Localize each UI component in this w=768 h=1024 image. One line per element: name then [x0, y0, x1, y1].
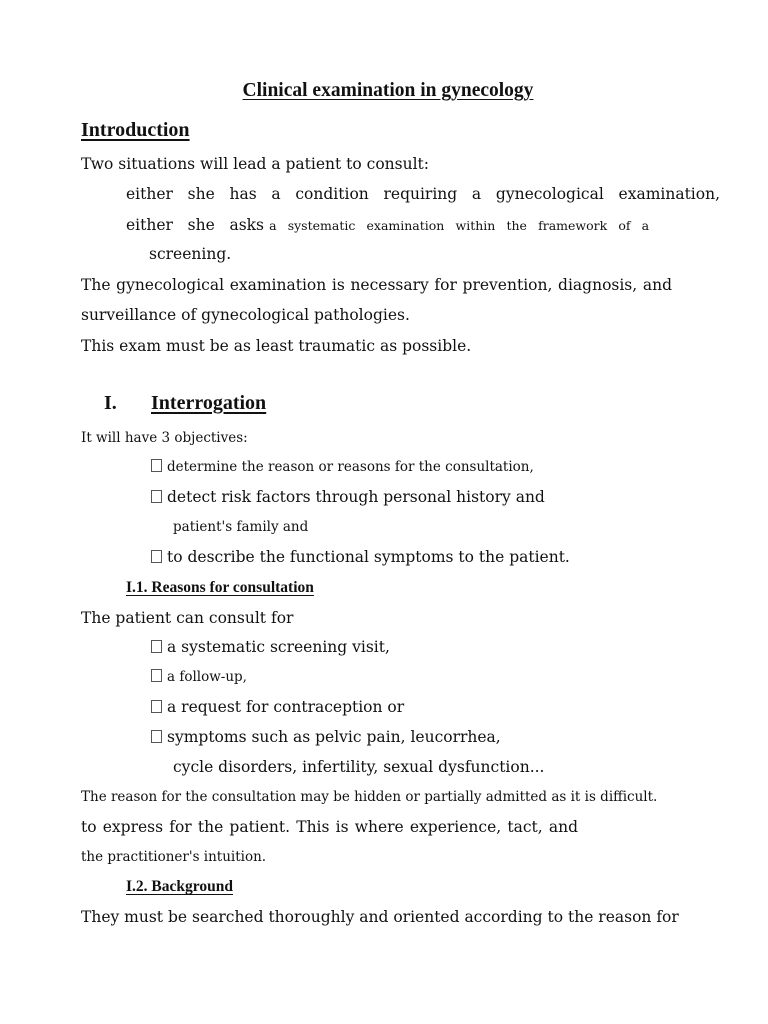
reason-item: a systematic screening visit,: [151, 638, 390, 656]
intro-paragraph-2: This exam must be as least traumatic as possible.: [81, 337, 472, 355]
intro-lead: Two situations will lead a patient to consult:: [81, 155, 430, 173]
subsection-2-heading: I.2. Background: [126, 878, 233, 895]
document-title: Clinical examination in gynecology: [242, 80, 534, 101]
objective-item: to describe the functional symptoms to the patient.: [151, 548, 570, 566]
background-paragraph: They must be searched thoroughly and oriented according to the reason for: [81, 908, 679, 926]
section-1-number: I.: [104, 392, 117, 414]
intro-paragraph-1-line-1: The gynecological examination is necessary for prevention, diagnosis, and: [81, 276, 672, 294]
bullet-icon: [151, 640, 162, 653]
reason-item: a follow-up,: [151, 669, 247, 685]
intro-item-1: either she has a condition requiring a gynecological examination,: [126, 185, 720, 203]
intro-item-2-end: screening.: [149, 245, 232, 263]
introduction-heading: Introduction: [81, 119, 190, 141]
bullet-icon: [151, 700, 162, 713]
intro-paragraph-1-line-2: surveillance of gynecological pathologies.: [81, 306, 410, 324]
objective-item: detect risk factors through personal history and: [151, 488, 545, 506]
bullet-icon: [151, 459, 162, 472]
reasons-paragraph-line-1: The reason for the consultation may be hidden or partially admitted as it is difficult.: [81, 789, 658, 805]
objective-item: determine the reason or reasons for the consultation,: [151, 459, 534, 475]
reason-item-continuation: cycle disorders, infertility, sexual dysfunction...: [173, 758, 545, 776]
bullet-icon: [151, 490, 162, 503]
section-1-heading: Interrogation: [151, 392, 267, 414]
reason-item: symptoms such as pelvic pain, leucorrhea,: [151, 728, 501, 746]
objective-item-continuation: patient's family and: [173, 519, 309, 535]
intro-item-2: [126, 215, 648, 234]
intro-item-2-small: a systematic examination within the framework of a: [269, 218, 650, 233]
reasons-lead: The patient can consult for: [81, 609, 294, 627]
intro-item-2-start: either she asks: [126, 216, 264, 234]
bullet-icon: [151, 550, 162, 563]
objectives-lead: It will have 3 objectives:: [81, 430, 248, 446]
bullet-icon: [151, 730, 162, 743]
reason-item: a request for contraception or: [151, 698, 404, 716]
subsection-1-heading: I.1. Reasons for consultation: [126, 579, 314, 596]
reasons-paragraph-line-2: to express for the patient. This is where experience, tact, and: [81, 818, 578, 836]
reasons-paragraph-line-3: the practitioner's intuition.: [81, 849, 267, 865]
bullet-icon: [151, 669, 162, 682]
